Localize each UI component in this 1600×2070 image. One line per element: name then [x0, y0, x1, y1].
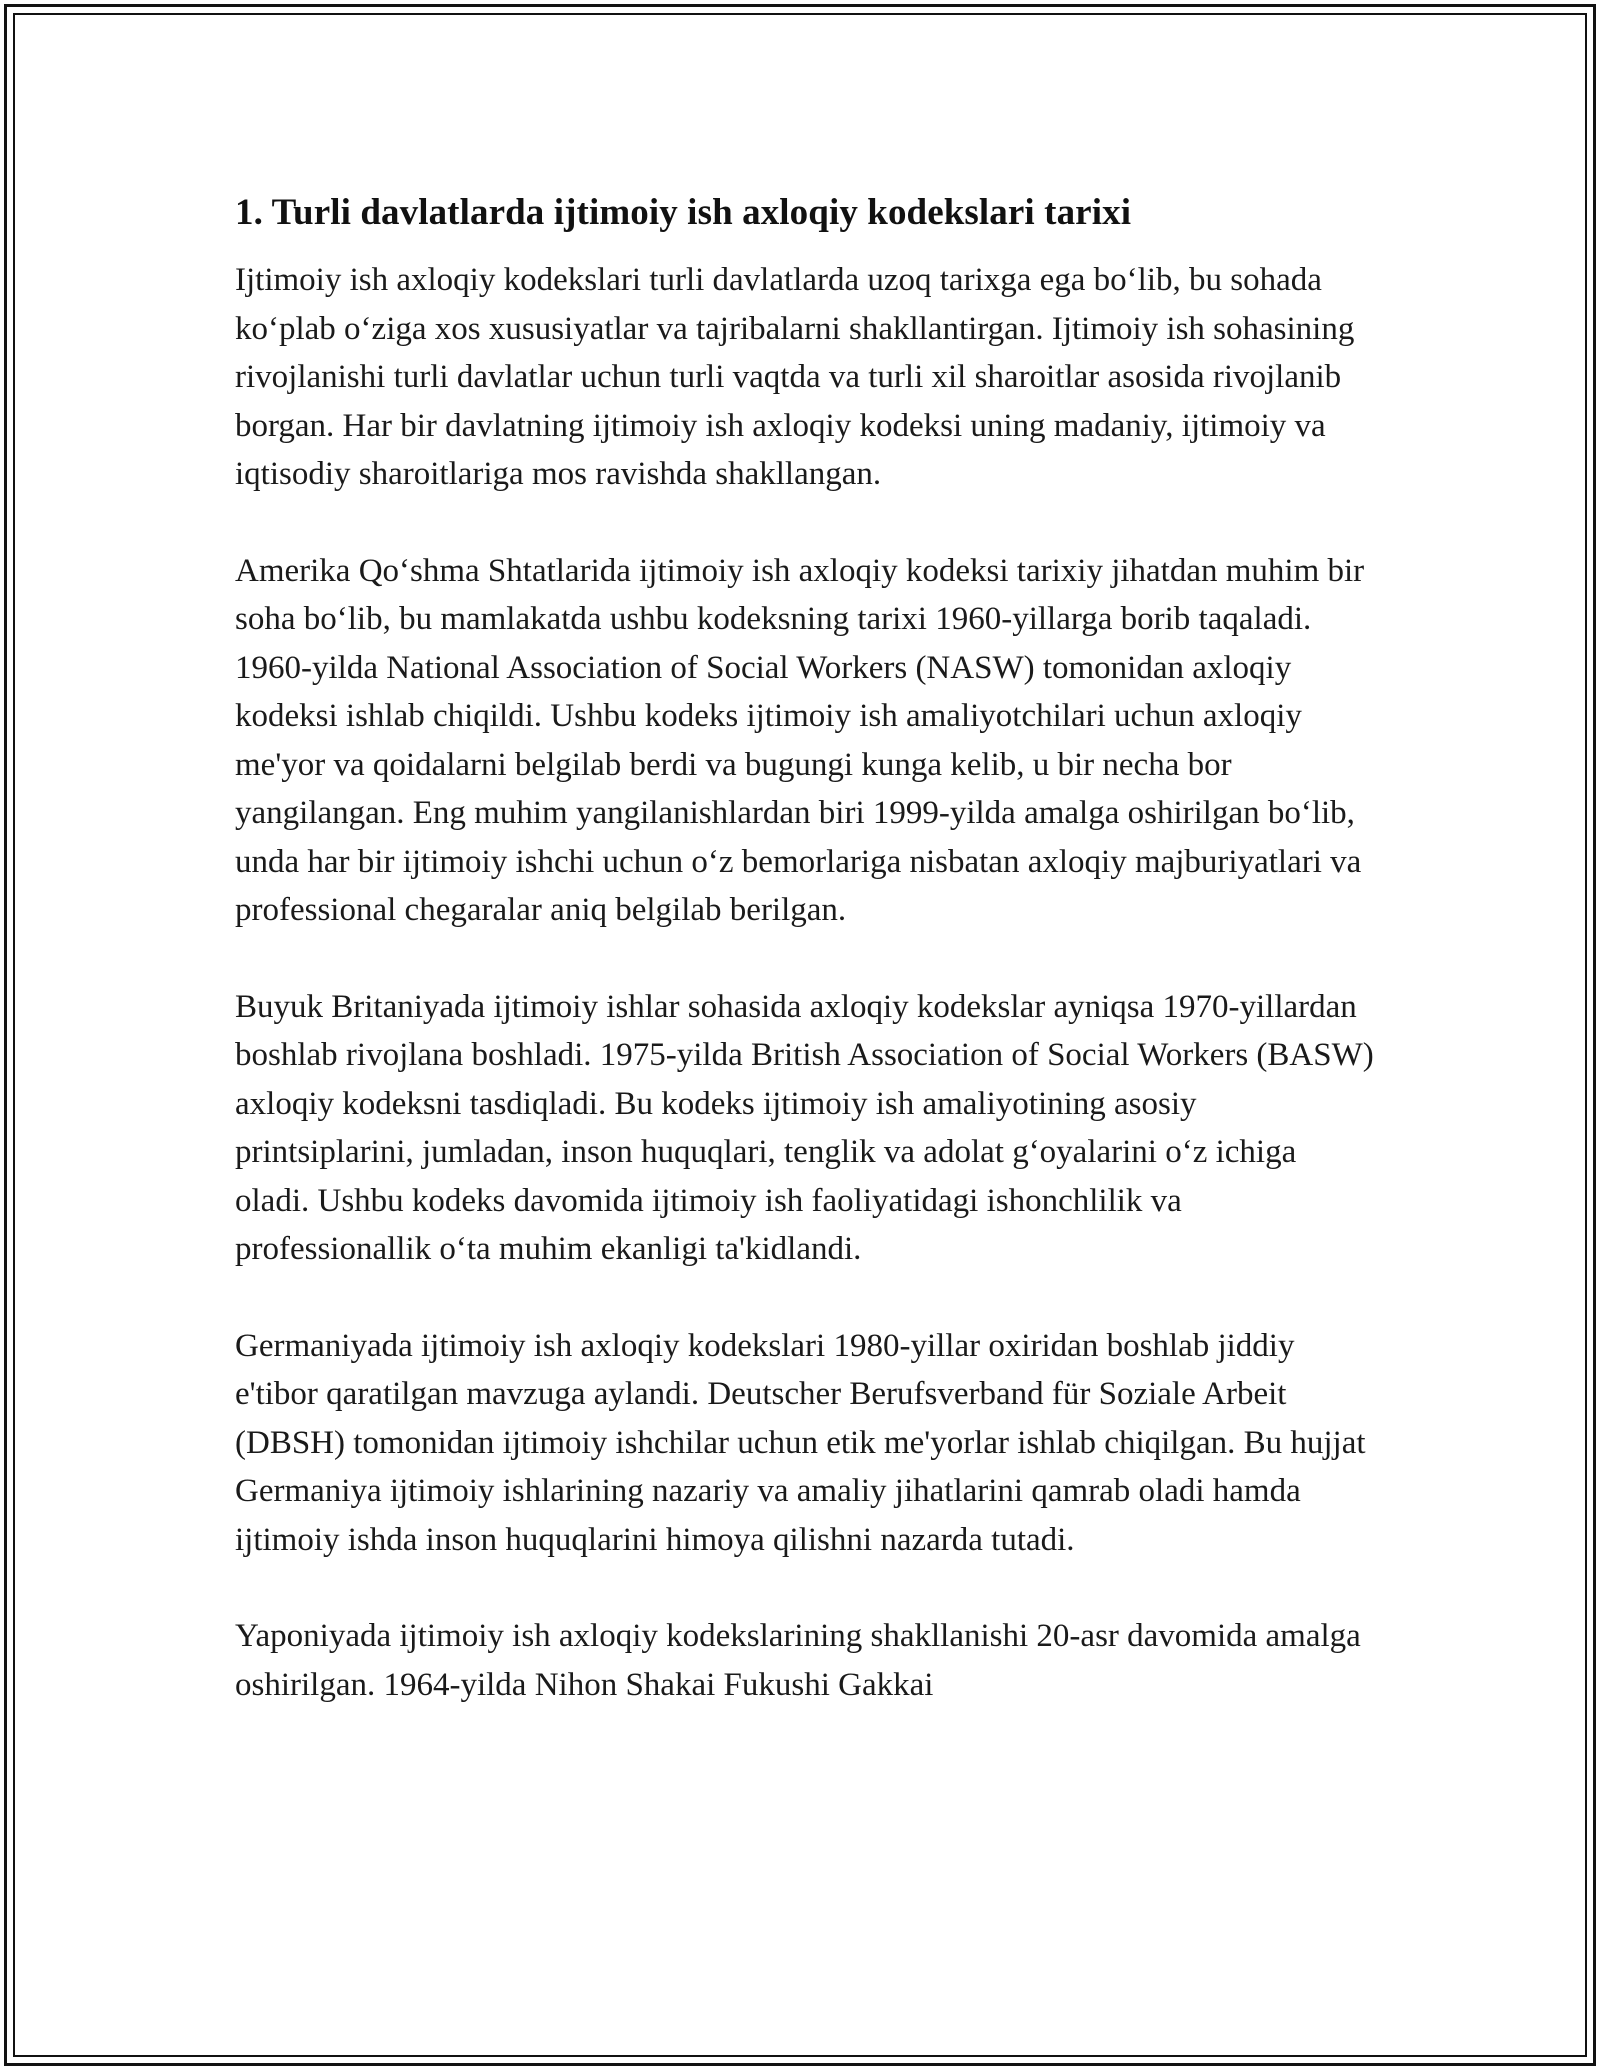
section-heading: 1. Turli davlatlarda ijtimoiy ish axloqiy kodekslari tarixi — [235, 192, 1132, 233]
paragraph-usa: Amerika Qo‘shma Shtatlarida ijtimoiy ish axloqiy kodeksi tarixiy jihatdan muhim bir soha bo‘lib, bu mamlakatda ushbu kodeksning tarixi 1960-yillarga borib taqaladi. 1960-yilda National Association of Social Workers (NASW) tomonidan axloqiy kodeksi ishlab chiqildi. Ushbu kodeks ijtimoiy ish amaliyotchilari uchun axloqiy me'yor va qoidalarni belgilab berdi va bugungi kunga kelib, u bir necha bor yangilangan. Eng muhim yangilanishlardan biri 1999-yilda amalga oshirilgan bo‘lib, unda har bir ijtimoiy ishchi uchun o‘z bemorlariga nisbatan axloqiy majburiyatlari va professional chegaralar aniq belgilab berilgan. — [235, 552, 1365, 928]
paragraph-uk: Buyuk Britaniyada ijtimoiy ishlar sohasida axloqiy kodekslar ayniqsa 1970-yillardan boshlab rivojlana boshladi. 1975-yilda British Association of Social Workers (BASW) axloqiy kodeksni tasdiqladi. Bu kodeks ijtimoiy ish amaliyotining asosiy printsiplarini, jumladan, inson huquqlari, tenglik va adolat g‘oyalarini o‘z ichiga oladi. Ushbu kodeks davomida ijtimoiy ish faoliyatidagi ishonchlilik va professionallik o‘ta muhim ekanligi ta'kidlandi. — [235, 988, 1374, 1267]
paragraph-intro: Ijtimoiy ish axloqiy kodekslari turli davlatlarda uzoq tarixga ega bo‘lib, bu sohada ko‘plab o‘ziga xos xususiyatlar va tajribalarni shakllantirgan. Ijtimoiy ish sohasining rivojlanishi turli davlatlar uchun turli vaqtda va turli xil sharoitlar asosida rivojlanib borgan. Har bir davlatning ijtimoiy ish axloqiy kodeksi uning madaniy, ijtimoiy va iqtisodiy sharoitlariga mos ravishda shakllangan. — [235, 262, 1355, 492]
document-body — [235, 188, 1375, 1757]
paragraph-japan: Yaponiyada ijtimoiy ish axloqiy kodekslarining shakllanishi 20-asr davomida amalga oshirilgan. 1964-yilda Nihon Shakai Fukushi Gakkai — [235, 1618, 1361, 1703]
paragraph-germany: Germaniyada ijtimoiy ish axloqiy kodekslari 1980-yillar oxiridan boshlab jiddiy e'tibor qaratilgan mavzuga aylandi. Deutscher Berufsverband für Soziale Arbeit (DBSH) tomonidan ijtimoiy ishchilar uchun etik me'yorlar ishlab chiqilgan. Bu hujjat Germaniya ijtimoiy ishlarining nazariy va amaliy jihatlarini qamrab oladi hamda ijtimoiy ishda inson huquqlarini himoya qilishni nazarda tutadi. — [235, 1327, 1366, 1558]
